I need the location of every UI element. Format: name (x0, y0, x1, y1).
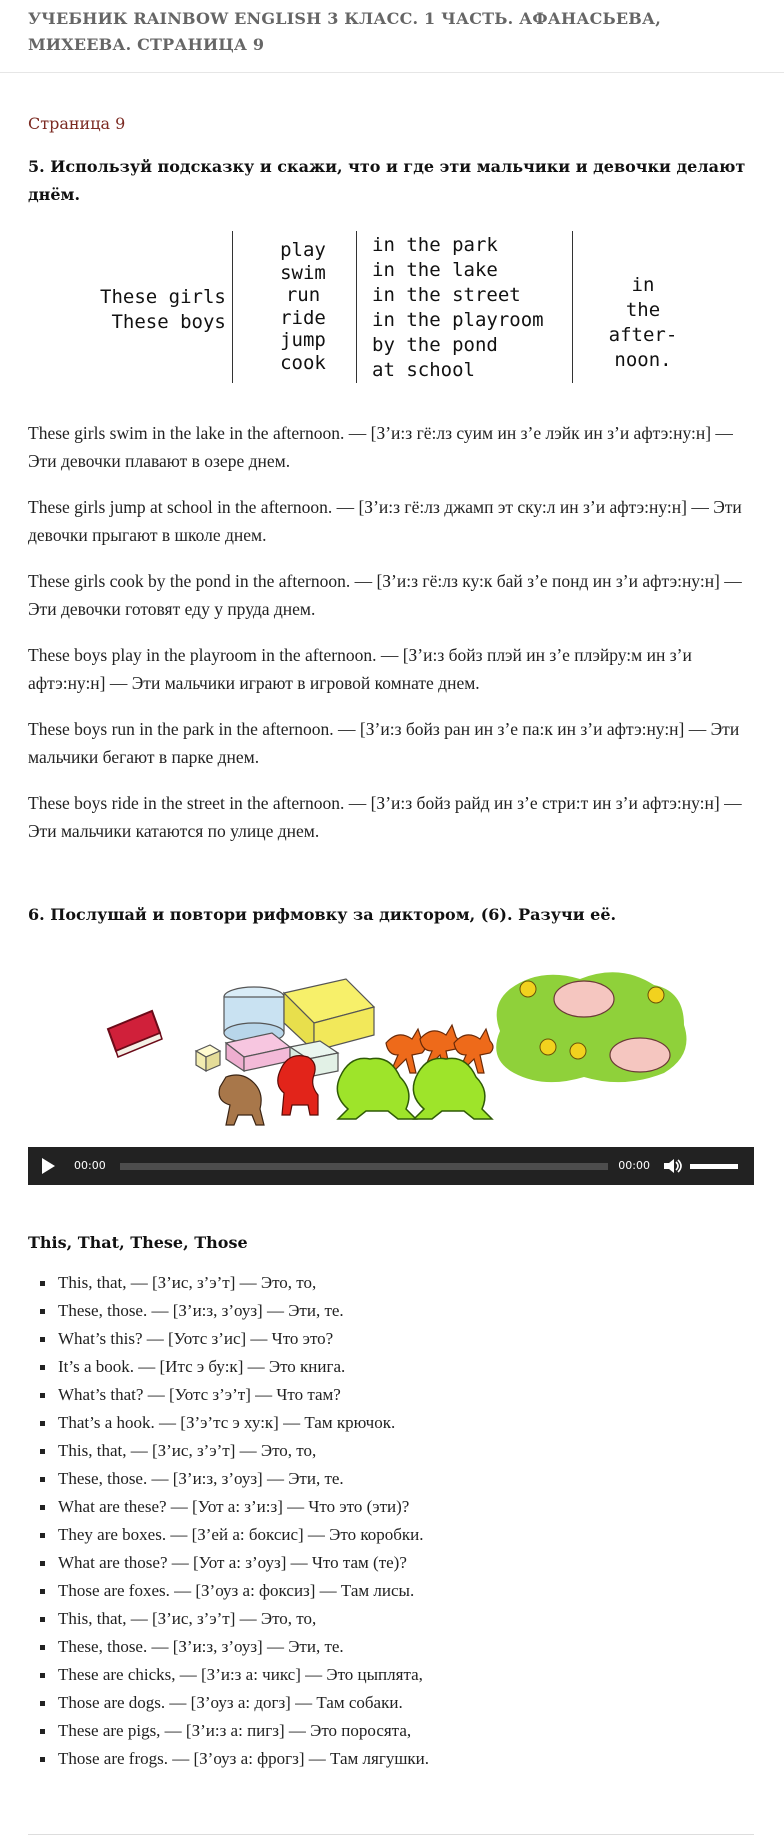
rhyme-list (28, 1269, 754, 1773)
place: in the park (372, 234, 498, 256)
list-item: Those are foxes. — [З’оуз а: фоксиз] — Там лисы. (32, 1577, 754, 1605)
answer-line: These girls swim in the lake in the afternoon. — [З’и:з гё:лз суим ин з’е лэйк ин з’и афтэ:ну:н] — Эти девочки плавают в озере днем. (28, 423, 733, 471)
subject-girls: These girls (100, 286, 226, 308)
table-subjects (100, 285, 226, 335)
place: in the street (372, 284, 521, 306)
rhyme-title: This, That, These, Those (28, 1233, 248, 1252)
verb: cook (280, 351, 326, 374)
list-item: These, those. — [З’и:з, з’оуз] — Эти, те. (32, 1297, 754, 1325)
book-icon (108, 1011, 162, 1057)
verb: play (280, 239, 326, 261)
cube-icon (196, 1045, 220, 1071)
list-item: What are those? — [Уот а: з’оуз] — Что там (те)? (32, 1549, 754, 1577)
exercise-6-title: 6. Послушай и повтори рифмовку за диктором, (6). Разучи её. (28, 905, 617, 924)
verb: run (285, 284, 321, 306)
illustration (28, 959, 754, 1137)
list-item: These are chicks, — [З’и:з а: чикс] — Это цыплята, (32, 1661, 754, 1689)
answer-line: These girls jump at school in the afternoon. — [З’и:з гё:лз джамп эт ску:л ин з’и афтэ:ну:н] — Эти девочки прыгают в школе днем. (28, 497, 742, 545)
time-part: noon. (614, 349, 672, 371)
list-item: This, that, — [З’ис, з’э’т] — Это, то, (32, 1269, 754, 1297)
time-part: the after- (608, 299, 678, 346)
answer-line: These boys run in the park in the afternoon. — [З’и:з бойз ран ин з’е па:к ин з’и афтэ:ну:н] — Эти мальчики бегают в парке днем. (28, 719, 740, 767)
duration: 00:00 (618, 1159, 650, 1172)
progress-slider[interactable] (120, 1163, 608, 1170)
list-item: What are these? — [Уот а: з’и:з] — Что это (эти)? (32, 1493, 754, 1521)
list-item: They are boxes. — [З’ей а: боксис] — Это коробки. (32, 1521, 754, 1549)
farm-icon (496, 972, 686, 1082)
time-part: in (631, 274, 655, 296)
list-item: These, those. — [З’и:з, з’оуз] — Эти, те. (32, 1465, 754, 1493)
exercise-5-title: 5. Используй подсказку и скажи, что и где эти мальчики и девочки делают днём. (28, 157, 746, 204)
place: in the lake (372, 259, 498, 281)
place: in the playroom (372, 309, 544, 331)
list-item: This, that, — [З’ис, з’э’т] — Это, то, (32, 1437, 754, 1465)
list-item: Those are dogs. — [З’оуз а: догз] — Там собаки. (32, 1689, 754, 1717)
place: by the pond (372, 334, 498, 356)
play-icon[interactable] (42, 1158, 55, 1174)
audio-player (28, 1147, 754, 1185)
table-divider-3 (572, 231, 573, 383)
table-time (588, 273, 698, 373)
list-item: What’s that? — [Уотс з’э’т] — Что там? (32, 1381, 754, 1409)
table-verbs (268, 239, 338, 374)
answer-line: These girls cook by the pond in the afternoon. — [З’и:з гё:лз ку:к бай з’е понд ин з’и афтэ:ну:н] — Эти девочки готовят еду у пруда днем. (28, 571, 742, 619)
list-item: That’s a hook. — [З’э’тс э ху:к] — Там крючок. (32, 1409, 754, 1437)
volume-icon[interactable] (662, 1157, 682, 1175)
page-header (0, 0, 784, 73)
place: at school (372, 359, 475, 381)
answer-line: These boys ride in the street in the afternoon. — [З’и:з бойз райд ин з’е стри:т ин з’и афтэ:ну:н] — Эти мальчики катаются по улице днем. (28, 793, 742, 841)
list-item: These, those. — [З’и:з, з’оуз] — Эти, те. (32, 1633, 754, 1661)
verb: jump (280, 329, 326, 351)
exercise-5-table (28, 231, 754, 409)
list-item: What’s this? — [Уотс з’ис] — Что это? (32, 1325, 754, 1353)
table-divider-2 (356, 231, 357, 383)
list-item: It’s a book. — [Итс э бу:к] — Это книга. (32, 1353, 754, 1381)
list-item: Those are frogs. — [З’оуз а: фрогз] — Там лягушки. (32, 1745, 754, 1773)
volume-slider[interactable] (690, 1164, 738, 1169)
list-item: This, that, — [З’ис, з’э’т] — Это, то, (32, 1605, 754, 1633)
main-content (28, 100, 754, 1773)
answer-line: These boys play in the playroom in the afternoon. — [З’и:з бойз плэй ин з’е плэйру:м ин з’и афтэ:ну:н] — Эти мальчики играют в игровой комнате днем. (28, 645, 692, 693)
page-title: УЧЕБНИК RAINBOW ENGLISH 3 КЛАСС. 1 ЧАСТЬ. АФАНАСЬЕВА, МИХЕЕВА. СТРАНИЦА 9 (28, 9, 662, 54)
rhyme-illustration-icon (28, 959, 754, 1137)
verb: ride (280, 306, 326, 329)
footer-divider (28, 1834, 754, 1835)
table-places (372, 233, 544, 383)
current-time: 00:00 (74, 1159, 106, 1172)
table-divider-1 (232, 231, 233, 383)
verb: swim (280, 261, 326, 284)
subject-boys: These boys (111, 311, 226, 333)
list-item: These are pigs, — [З’и:з а: пигз] — Это поросята, (32, 1717, 754, 1745)
page-label[interactable]: Страница 9 (28, 114, 126, 133)
